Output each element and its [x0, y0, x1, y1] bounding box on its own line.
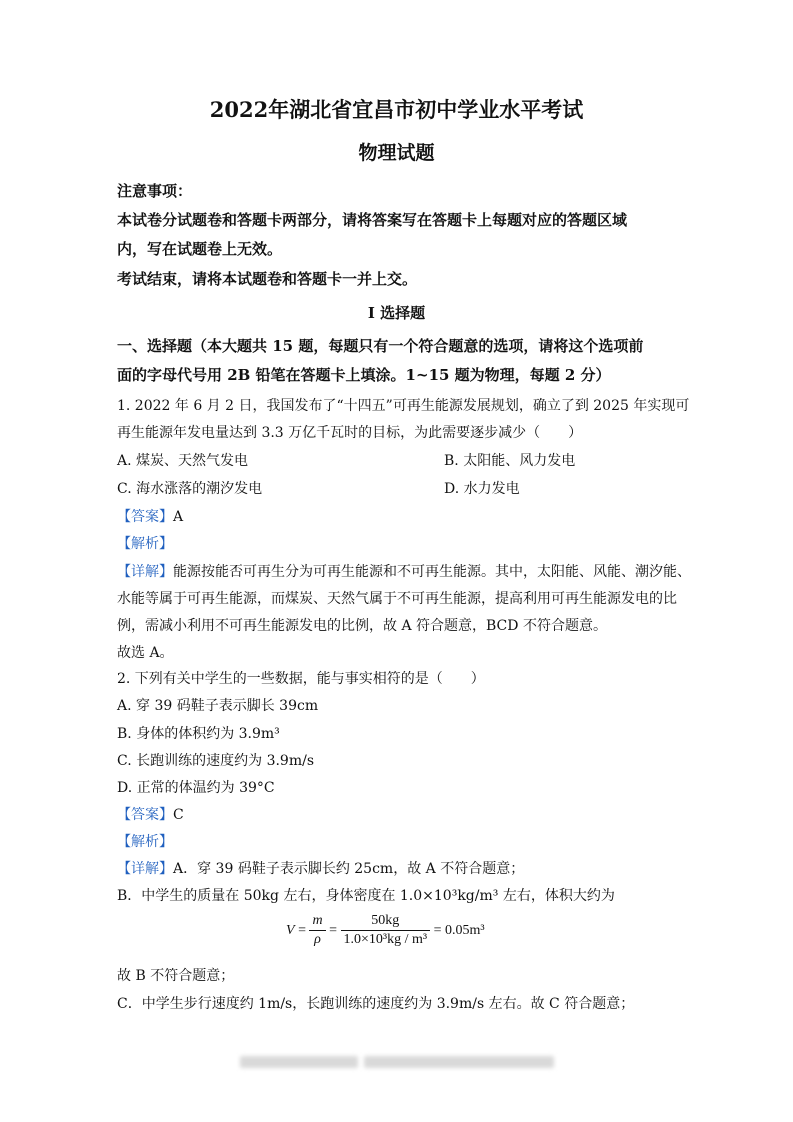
notice-line-2: 内，写在试题卷上无效。 — [117, 240, 283, 258]
q1-answer: A — [173, 509, 184, 525]
footer-watermark-left — [240, 1056, 358, 1068]
formula-result: = 0.05m³ — [433, 922, 485, 938]
q1-detail-1 — [117, 562, 691, 582]
answer-tag: 【答案】 — [117, 807, 173, 823]
q1-option-d: D. 水力发电 — [444, 481, 520, 497]
q2-option-b: B. 身体的体积约为 3.9m³ — [117, 726, 280, 742]
detail-tag: 【详解】 — [117, 861, 173, 877]
q2-detail-2: B．中学生的质量在 50kg 左右，身体密度在 1.0×10³kg/m³ 左右，体积大约为 — [117, 888, 615, 904]
formula-numerator: 50kg — [341, 912, 431, 931]
notice-heading: 注意事项： — [117, 182, 193, 200]
q2-answer: C — [173, 807, 184, 823]
q1-option-c: C. 海水涨落的潮汐发电 — [117, 481, 263, 497]
q2-detail-text: A．穿 39 码鞋子表示脚长约 25cm，故 A 不符合题意； — [173, 861, 525, 877]
formula-eq: = — [298, 922, 306, 938]
q1-stem-2: 再生能源年发电量达到 3.3 万亿千瓦时的目标，为此需要逐步减少（ ） — [117, 425, 583, 441]
q1-option-a: A. 煤炭、天然气发电 — [117, 453, 249, 469]
answer-tag: 【答案】 — [117, 509, 173, 525]
formula-eq-2: = — [329, 922, 337, 938]
formula-frac-values — [341, 912, 431, 949]
q2-option-d: D. 正常的体温约为 39°C — [117, 780, 275, 796]
q1-answer-line — [117, 507, 183, 527]
section-intro-2: 面的字母代号用 2B 铅笔在答题卡上填涂。1~15 题为物理，每题 2 分） — [117, 366, 611, 384]
q2-detail-4: C．中学生步行速度约 1m/s，长跑训练的速度约为 3.9m/s 左右。故 C 符合题意； — [117, 996, 635, 1012]
volume-formula — [286, 912, 485, 958]
notice-line-1: 本试卷分试题卷和答题卡两部分，请将答案写在答题卡上每题对应的答题区域 — [117, 211, 628, 229]
q1-analysis-tag: 【解析】 — [117, 536, 173, 552]
footer-watermark-right — [364, 1056, 554, 1068]
q2-stem: 2. 下列有关中学生的一些数据，能与事实相符的是（ ） — [117, 671, 485, 687]
q2-answer-line — [117, 805, 184, 825]
page-subtitle: 物理试题 — [358, 142, 435, 164]
formula-m: m — [309, 912, 325, 931]
section-intro-1: 一、选择题（本大题共 15 题，每题只有一个符合题意的选项，请将这个选项前 — [117, 337, 644, 355]
detail-tag: 【详解】 — [117, 564, 173, 580]
q1-detail-text: 能源按能否可再生分为可再生能源和不可再生能源。其中，太阳能、风能、潮汐能、 — [173, 564, 691, 580]
section-heading: I 选择题 — [367, 304, 426, 322]
formula-lhs: V — [286, 922, 295, 938]
page-title: 2022年湖北省宜昌市初中学业水平考试 — [209, 97, 584, 122]
formula-rho: ρ — [314, 932, 321, 947]
q2-option-c: C. 长跑训练的速度约为 3.9m/s — [117, 753, 315, 769]
q1-detail-3: 例，需减小利用不可再生能源发电的比例，故 A 符合题意，BCD 不符合题意。 — [117, 618, 607, 634]
q2-detail-1 — [117, 859, 524, 879]
q2-option-a: A. 穿 39 码鞋子表示脚长 39cm — [117, 698, 319, 714]
q2-analysis-tag: 【解析】 — [117, 834, 173, 850]
q1-option-b: B. 太阳能、风力发电 — [444, 453, 576, 469]
formula-denominator: 1.0×10³kg / m³ — [343, 932, 428, 947]
q1-detail-2: 水能等属于可再生能源，而煤炭、天然气属于不可再生能源，提高利用可再生能源发电的比 — [117, 591, 677, 607]
q1-stem-1: 1. 2022 年 6 月 2 日，我国发布了“十四五”可再生能源发展规划，确立了到 2025 年实现可 — [117, 398, 690, 414]
notice-line-3: 考试结束，请将本试题卷和答题卡一并上交。 — [117, 270, 418, 288]
q1-conclusion: 故选 A。 — [117, 645, 174, 661]
formula-frac-m-rho — [309, 912, 325, 949]
q2-detail-3: 故 B 不符合题意； — [117, 968, 235, 984]
